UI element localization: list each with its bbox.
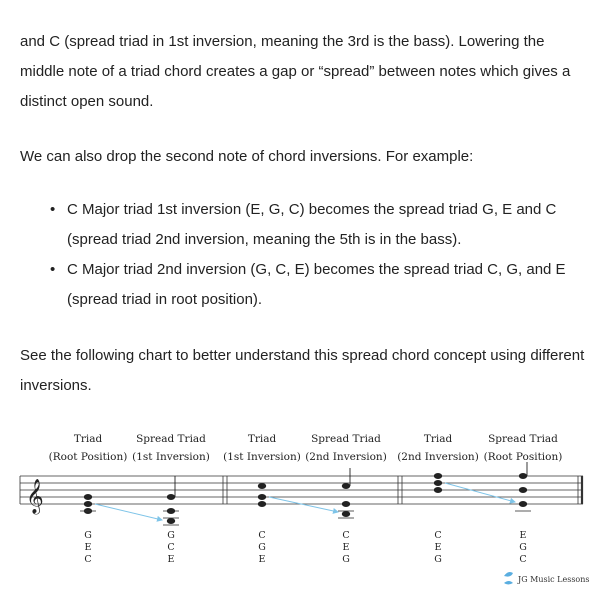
chord-col5 [434, 473, 442, 493]
bullet-icon: • [50, 261, 56, 278]
note-label: E [342, 542, 350, 553]
header-type-col3: Triad [247, 433, 277, 445]
note-head [167, 494, 175, 500]
note-label: G [342, 554, 350, 565]
music-staff [20, 476, 583, 504]
note-head [434, 473, 442, 479]
jg-music-lessons-logo [504, 572, 590, 585]
header-inversion-col4: (2nd Inversion) [305, 451, 387, 463]
note-head [434, 487, 442, 493]
header-inversion-col1: (Root Position) [48, 451, 128, 463]
note-label: C [258, 530, 266, 541]
note-label: G [258, 542, 266, 553]
bullet-icon: • [50, 201, 56, 218]
note-label: E [258, 554, 266, 565]
note-head [519, 501, 527, 507]
header-type-col1: Triad [73, 433, 103, 445]
note-head [519, 487, 527, 493]
header-inversion-col6: (Root Position) [483, 451, 563, 463]
header-type-col6: Spread Triad [488, 433, 558, 445]
drop-arrow [269, 497, 338, 512]
note-head [342, 511, 350, 517]
treble-clef-icon: 𝄞 [26, 479, 44, 514]
note-head [258, 483, 266, 489]
note-label: G [519, 542, 527, 553]
chord-col4 [338, 468, 354, 518]
note-names [84, 530, 527, 565]
note-head [342, 501, 350, 507]
note-label: E [84, 542, 92, 553]
paragraph-spread-intro: and C (spread triad in 1st inversion, meaning the 3rd is the bass). Lowering the middle note of a triad chord creates a gap or “spread” between notes which gives a distinct open sound. [20, 33, 571, 110]
note-head [84, 494, 92, 500]
header-inversion-col3: (1st Inversion) [223, 451, 301, 463]
list-item-text: C Major triad 1st inversion (E, G, C) becomes the spread triad G, E and C (spread triad 2nd inversion, meaning the 5th is in the bass). [67, 201, 557, 248]
list-item [20, 255, 585, 315]
note-label: G [167, 530, 175, 541]
note-label: E [167, 554, 175, 565]
drop-arrows [95, 483, 515, 520]
logo-text: JG Music Lessons [518, 575, 590, 584]
note-head [258, 494, 266, 500]
list-item-text: C Major triad 2nd inversion (G, C, E) becomes the spread triad C, G, and E (spread triad in root position). [67, 261, 566, 308]
chord-col3 [258, 483, 266, 507]
note-label: E [519, 530, 527, 541]
note-head [434, 480, 442, 486]
note-head [167, 518, 175, 524]
note-label: C [84, 554, 92, 565]
note-label: G [84, 530, 92, 541]
spread-triad-chart [0, 420, 600, 614]
header-inversion-col2: (1st Inversion) [132, 451, 210, 463]
note-label: C [342, 530, 350, 541]
note-label: C [519, 554, 527, 565]
header-type-col5: Triad [423, 433, 453, 445]
paragraph-chart-intro: See the following chart to better understand this spread chord concept using different inversions. [20, 347, 585, 394]
music-note-icon [504, 572, 513, 585]
note-label: E [434, 542, 442, 553]
note-label: G [434, 554, 442, 565]
header-type-col2: Spread Triad [136, 433, 206, 445]
examples-list [20, 195, 585, 315]
note-label: C [167, 542, 175, 553]
note-head [342, 483, 350, 489]
drop-arrow [445, 483, 515, 502]
note-label: C [434, 530, 442, 541]
note-head [84, 501, 92, 507]
note-head [167, 508, 175, 514]
paragraph-drop-second-note: We can also drop the second note of chord inversions. For example: [20, 148, 474, 165]
note-head [519, 473, 527, 479]
header-inversion-col5: (2nd Inversion) [397, 451, 479, 463]
header-type-col4: Spread Triad [311, 433, 381, 445]
list-item [20, 195, 585, 255]
drop-arrow [95, 504, 162, 520]
note-head [258, 501, 266, 507]
